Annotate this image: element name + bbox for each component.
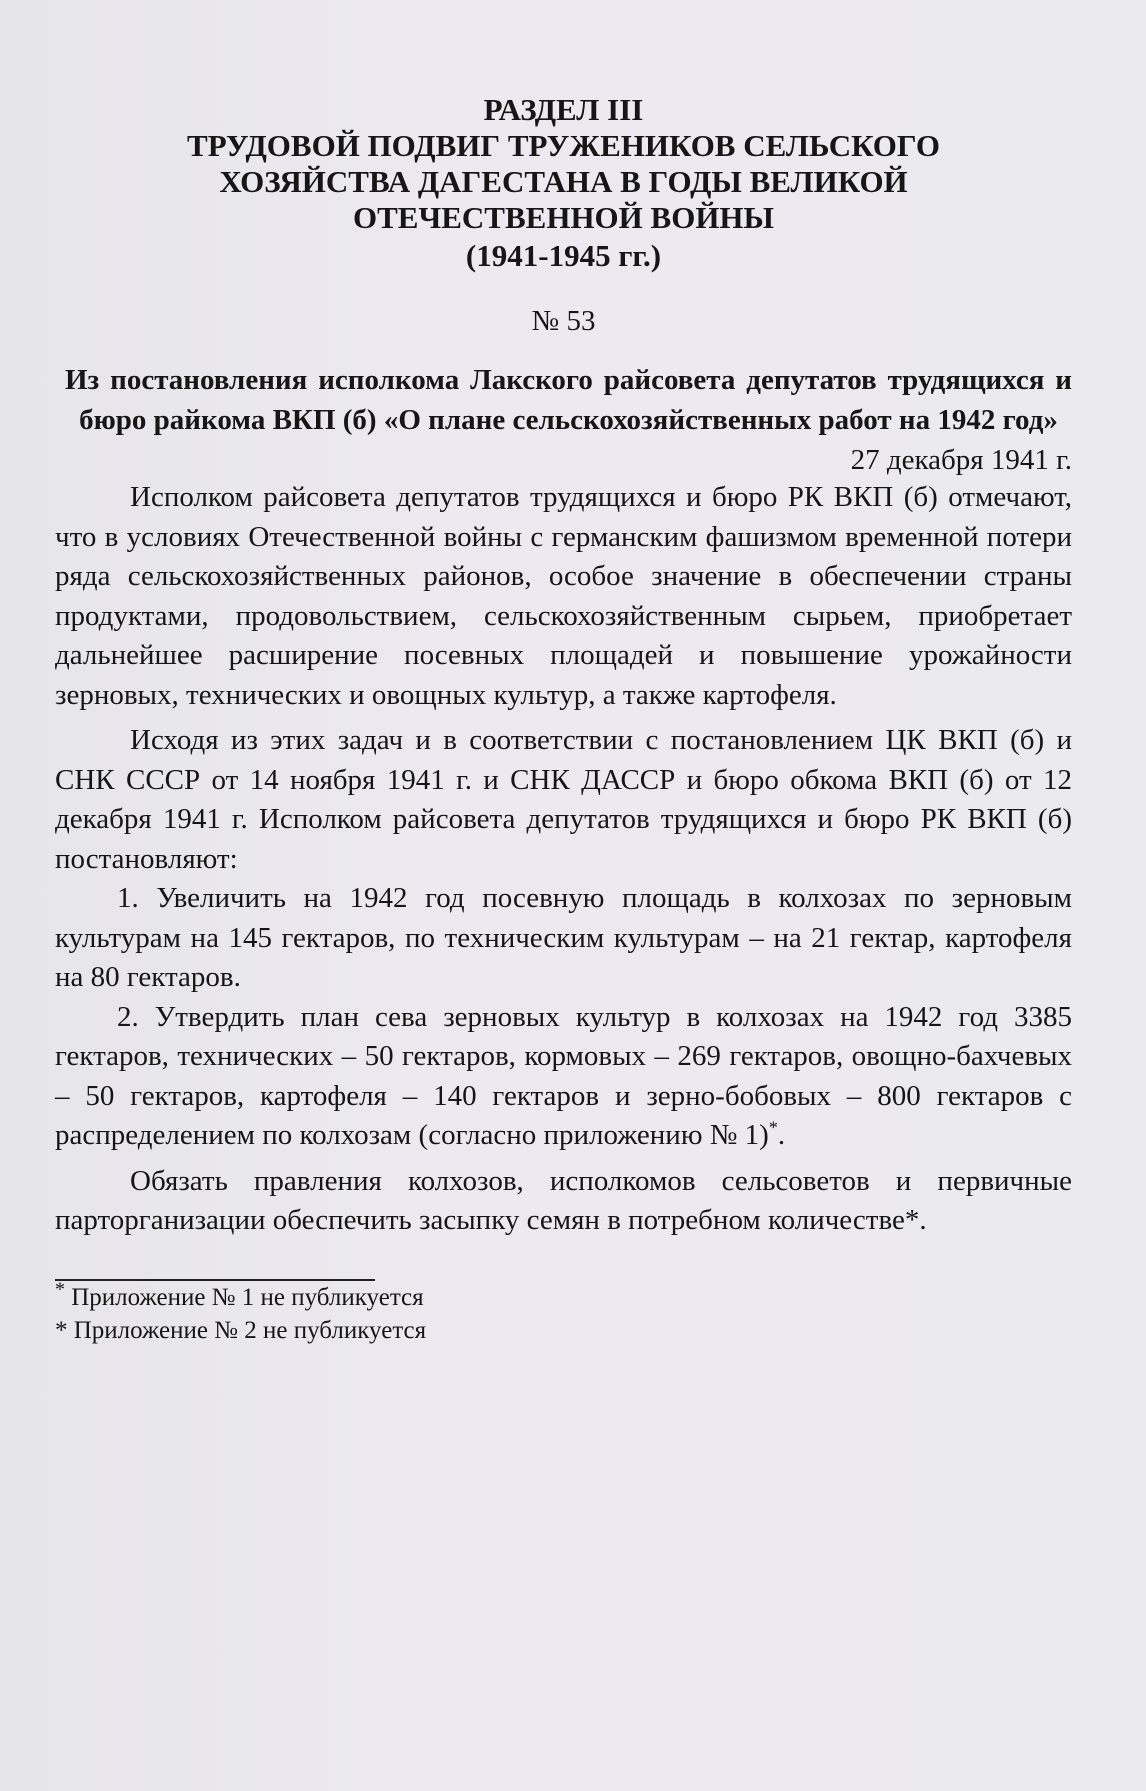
list-item-1: 1. Увеличить на 1942 год посевную площадь в колхозах по зерновым культурам на 145 гектаров, по техническим культурам – на 21 гектар, картофеля на 80 гектаров.: [55, 882, 1072, 993]
section-number: РАЗДЕЛ III: [483, 92, 644, 127]
document-title: Из постановления исполкома Лакского райсовета депутатов трудящихся и бюро райкома ВКП (б) «О плане сельскохозяйственных работ на 1942 год»: [65, 364, 1072, 436]
section-years: (1941-1945 гг.): [465, 238, 662, 273]
section-heading: [55, 92, 1072, 274]
paragraph-1: Исполком райсовета депутатов трудящихся и бюро РК ВКП (б) отмечают, что в условиях Отечественной войны с германским фашизмом временной потери ряда сельскохозяйственных районов, особое значение в обеспечении страны продуктами, продовольствием, сельскохозяйственным сырьем, приобретает дальнейшее расширение посевных площадей и повышение урожайности зерновых, технических и овощных культур, а также картофеля.: [55, 481, 1072, 711]
paragraph-3: Обязать правления колхозов, исполкомов сельсоветов и первичные парторганизации обеспечить засыпку семян в потребном количестве*.: [55, 1164, 1072, 1236]
section-title-line-1: ТРУДОВОЙ ПОДВИГ ТРУЖЕНИКОВ СЕЛЬСКОГО: [187, 128, 940, 163]
list-item-2-end: .: [777, 1119, 786, 1151]
document-date: 27 декабря 1941 г.: [850, 444, 1072, 476]
section-title-line-2: ХОЗЯЙСТВА ДАГЕСТАНА В ГОДЫ ВЕЛИКОЙ: [219, 164, 908, 199]
section-title-line-3: ОТЕЧЕСТВЕННОЙ ВОЙНЫ: [353, 200, 774, 235]
list-item-2-text: 2. Утвердить план сева зерновых культур в колхозах на 1942 год 3385 гектаров, технических – 50 гектаров, кормовых – 269 гектаров, овощно-бахчевых – 50 гектаров, картофеля – 140 гектаров и зерно-бобовых – 800 гектаров с распределением по колхозам (согласно приложению № 1): [55, 1000, 1072, 1151]
footnote-1-text: Приложение № 1 не публикуется: [65, 1283, 424, 1311]
paragraph-2: Исходя из этих задач и в соответствии с постановлением ЦК ВКП (б) и СНК СССР от 14 ноября 1941 г. и СНК ДАССР и бюро обкома ВКП (б) от 12 декабря 1941 г. Исполком райсовета депутатов трудящихся и бюро РК ВКП (б) постановляют:: [55, 724, 1072, 875]
document-number: № 53: [531, 305, 596, 337]
footnote-1: [55, 1278, 1072, 1314]
footnote-marker: *: [768, 1117, 778, 1138]
footnote-1-marker: *: [55, 1278, 65, 1301]
footnote-2: * Приложение № 2 не публикуется: [55, 1316, 427, 1344]
document-body: [55, 92, 1072, 1347]
list-item-2: [55, 998, 1072, 1156]
